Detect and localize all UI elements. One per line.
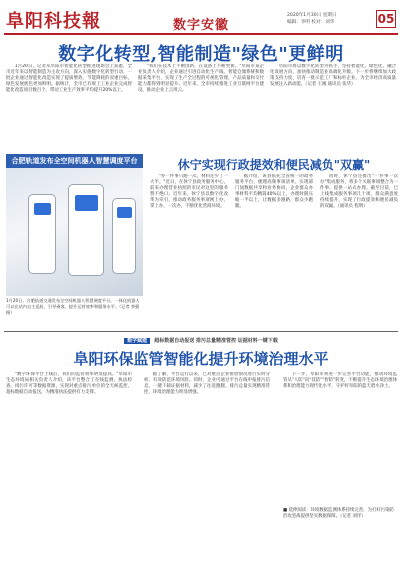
article2-column-1: "办一件事只跑一次，材料还少了一大半。"近日，在休宁县政务服务中心，前来办理营业执照的市民对这里的服务赞不绝口。近年来，休宁县以数字化改革为牵引，推动政务服务事项网上办、掌上办、一次办，不断优化营商环境。: [150, 174, 228, 210]
robot-screen: [34, 203, 51, 215]
article3-title: 阜阳环保监管智能化提升环境治理水平: [73, 350, 329, 368]
article2-column-3: 同时，休宁县还推出"一件事一次办"集成服务，将多个关联事项整合为一件事，提供一站式办理。截至目前，已上线集成服务事项几十项，群众满意度持续提升，实现了行政提效和便民减负的双赢。（通讯员 程明）: [320, 174, 398, 210]
article3-footnote: ■ 延伸阅读：环境数据监测体系持续完善，为打好污染防治攻坚战提供坚实数据保障。（记者 刘洋）: [283, 508, 394, 520]
page-number: 05: [377, 12, 395, 26]
article2-title: 休宁实现行政提效和便民减负"双赢": [177, 158, 371, 172]
issue-date: 2020年1月30日 星期日: [287, 13, 337, 18]
masthead-rule: [4, 33, 398, 35]
article3-column-1: "数字环保平台上线后，我们的监管效率明显提高。"阜阳市生态环境局相关负责人介绍，该平台整合了在线监测、执法检查、排污许可等数据资源，实现对重点排污单位的全天候监控，超标数据自动报送，为精准执法提供有力支撑。: [6, 372, 132, 396]
robot-screen: [117, 207, 132, 218]
robot-figure: [112, 198, 136, 274]
article1-column-3: 阜阳市将以数字化转型为抓手，坚持智能化、绿色化、融合化发展方向，加快推动制造业高端化升级。下一步将继续加大政策支持力度，培育一批示范工厂和标杆企业，为全市经济高质量发展注入新动能。（记者 王刚 通讯员 张华）: [270, 64, 396, 88]
issue-info: [287, 12, 336, 26]
article2-column-2: 据介绍，该县依托全省统一的政务服务平台，梳理高频事项清单，实现部门间数据共享和业务协同，企业群众办事材料平均精简40%以上，办理时限压缩一半以上，让数据多跑路，群众少跑腿。: [235, 174, 313, 210]
section-title: 数字安徽: [173, 18, 230, 33]
photo-caption: 1月20日，合肥轨道交通发布全空间机器人智慧调度平台。一体化机器人可以在站内自主巡检、引导乘客，提升运营效率和服务水平。（记者 李强 摄）: [6, 298, 140, 315]
kicker-line: [0, 337, 402, 344]
article1-column-1: 1月20日，记者从阜阳市智能化转型推进现场会上获悉，全市近年来以智能制造为主攻方向，深入实施数字化转型行动，一批企业通过智能化改造实现了提质增效、节能降耗的双重目标，绿色发展底色更加鲜明。据统计，全市已有规上工业企业完成智能化改造项目数百个，带动工业生产效率平均提升20%以上。: [6, 64, 132, 94]
main-headline: 数字化转型,智能制造"绿色"更鲜明: [58, 44, 344, 65]
kicker-text: 超标数据自动报送 排污总量精准管控 证据材料一键下载: [154, 338, 278, 344]
issue-editor: 编辑：李明 校对：刘华: [287, 20, 335, 25]
masthead: [0, 0, 402, 34]
article3-column-3: 下一步，阜阳市将进一步完善平台功能，推动环境监管从"人防"向"技防""智防"转变，不断提升生态环境治理体系和治理能力现代化水平，守护好阜阳的蓝天碧水净土。: [283, 372, 397, 390]
robot-figure: [68, 184, 104, 276]
article1-column-2: "我们在技术上不断创新，在设备上不断更新。"阜阳市某企业负责人介绍，企业通过引进自动化生产线、智能仓储系统和数据采集平台，实现了生产全过程的可视化管理，产品质量和交付能力都得到明显提升。近年来，全市持续推进工业互联网平台建设，推动企业上云用云。: [138, 64, 264, 94]
robot-screen: [75, 195, 98, 211]
kicker-tag: 数字赋能: [124, 338, 150, 344]
article3-column-2: 据了解，平台运行以来，已对重点企业排放情况进行实时分析，有效防范环境风险。同时，企业可通过平台在线申报排污信息，一键下载证据材料，减少了往返跑腿。排污总量实现精准管控，环境治理能力明显增强。: [144, 372, 270, 396]
newspaper-logo: 阜阳科技報: [6, 11, 101, 32]
news-photo: [6, 154, 143, 296]
section-divider: [4, 331, 398, 332]
robot-figure: [28, 194, 56, 274]
photo-title: 合肥轨道发布全空间机器人智慧调度平台: [6, 154, 143, 168]
